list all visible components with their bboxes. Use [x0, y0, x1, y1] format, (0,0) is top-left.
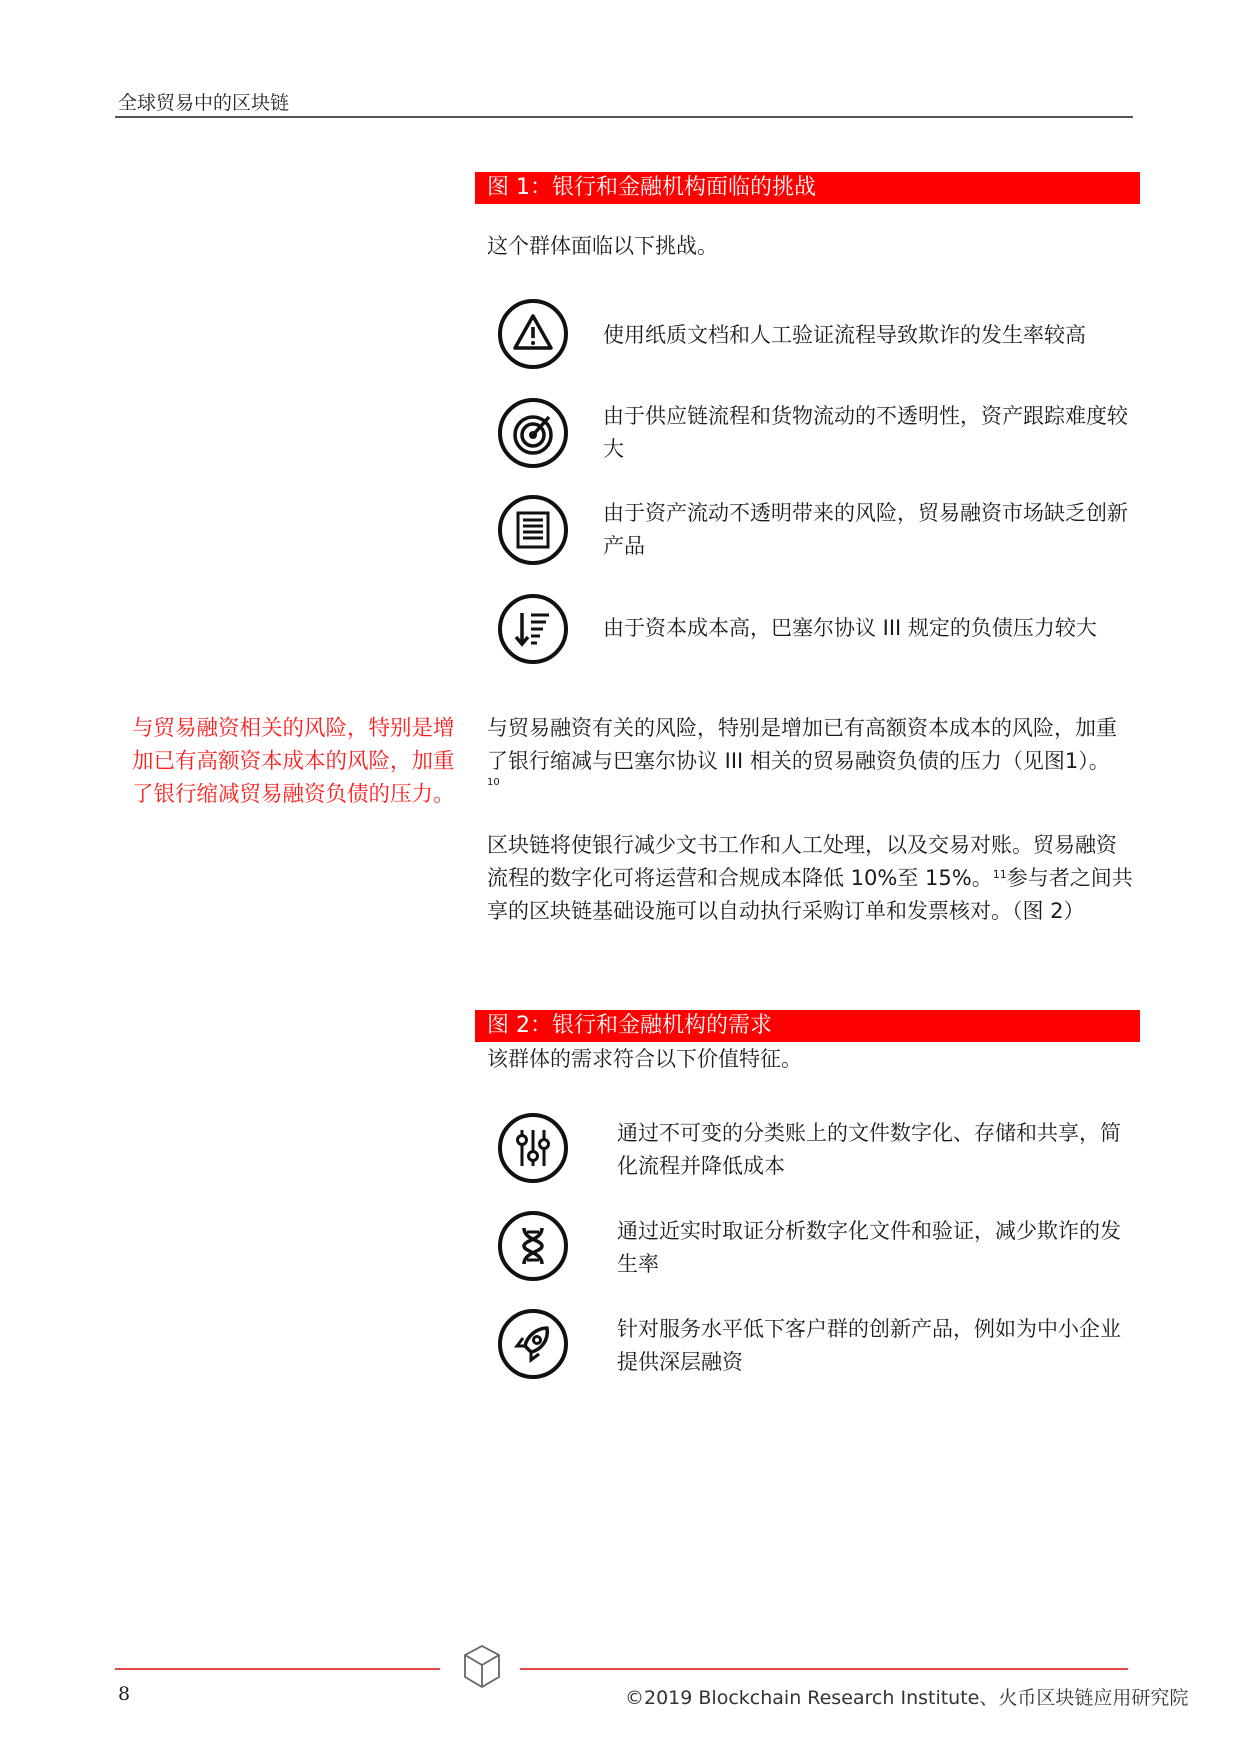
figure1-intro: 这个群体面临以下挑战。 [487, 234, 718, 258]
cube-logo-icon [462, 1643, 502, 1691]
paragraph-text: 参与者之间共享的区块链基础设施可以自动执行采购订单和发票核对。（图 2） [487, 866, 1133, 923]
radar-target-icon [497, 397, 569, 469]
sliders-icon [497, 1112, 569, 1184]
figure1-item-text: 由于资本成本高，巴塞尔协议 III 规定的负债压力较大 [603, 616, 1097, 640]
paragraph-text: 与贸易融资有关的风险，特别是增加已有高额资本成本的风险，加重了银行缩减与巴塞尔协议 III 相关的贸易融资负债的压力（见图1）。 [487, 716, 1117, 773]
figure1-title-bar: 图 1：银行和金融机构面临的挑战 [475, 172, 1140, 204]
rocket-icon [497, 1308, 569, 1380]
footer-rule [115, 1668, 440, 1670]
body-paragraph [487, 712, 1137, 811]
figure2-intro: 该群体的需求符合以下价值特征。 [487, 1047, 802, 1071]
running-header: 全球贸易中的区块链 [118, 92, 290, 114]
figure2-title-bar: 图 2：银行和金融机构的需求 [475, 1010, 1140, 1042]
figure1-item-text: 由于资产流动不透明带来的风险，贸易融资市场缺乏创新产品 [603, 501, 1128, 558]
copyright-notice: ©2019 Blockchain Research Institute、火币区块链应用研究院 [625, 1687, 1189, 1709]
footnote-ref: 11 [992, 868, 1007, 881]
figure1-item-text: 使用纸质文档和人工验证流程导致欺诈的发生率较高 [603, 323, 1086, 347]
figure2-item-text: 通过近实时取证分析数字化文件和验证，减少欺诈的发生率 [617, 1219, 1121, 1276]
figure2-item-text: 针对服务水平低下客户群的创新产品，例如为中小企业提供深层融资 [617, 1317, 1121, 1374]
figure2-item-text: 通过不可变的分类账上的文件数字化、存储和共享，简化流程并降低成本 [617, 1121, 1121, 1178]
sort-descending-icon [497, 593, 569, 665]
footnote-ref: 10 [487, 777, 500, 788]
warning-triangle-icon [497, 298, 569, 370]
pull-quote: 与贸易融资相关的风险，特别是增加已有高额资本成本的风险，加重了银行缩减贸易融资负债的压力。 [132, 716, 455, 807]
dna-icon [497, 1210, 569, 1282]
paragraph-text: 区块链将使银行减少文书工作和人工处理，以及交易对账。贸易融资流程的数字化可将运营和合规成本降低 10%至 15%。 [487, 833, 1117, 890]
footer-rule [520, 1668, 1128, 1670]
figure1-item-text: 由于供应链流程和货物流动的不透明性，资产跟踪难度较大 [603, 404, 1128, 461]
abacus-ledger-icon [497, 494, 569, 566]
body-paragraph [487, 829, 1137, 928]
header-divider [115, 116, 1133, 118]
page-number: 8 [118, 1683, 131, 1705]
